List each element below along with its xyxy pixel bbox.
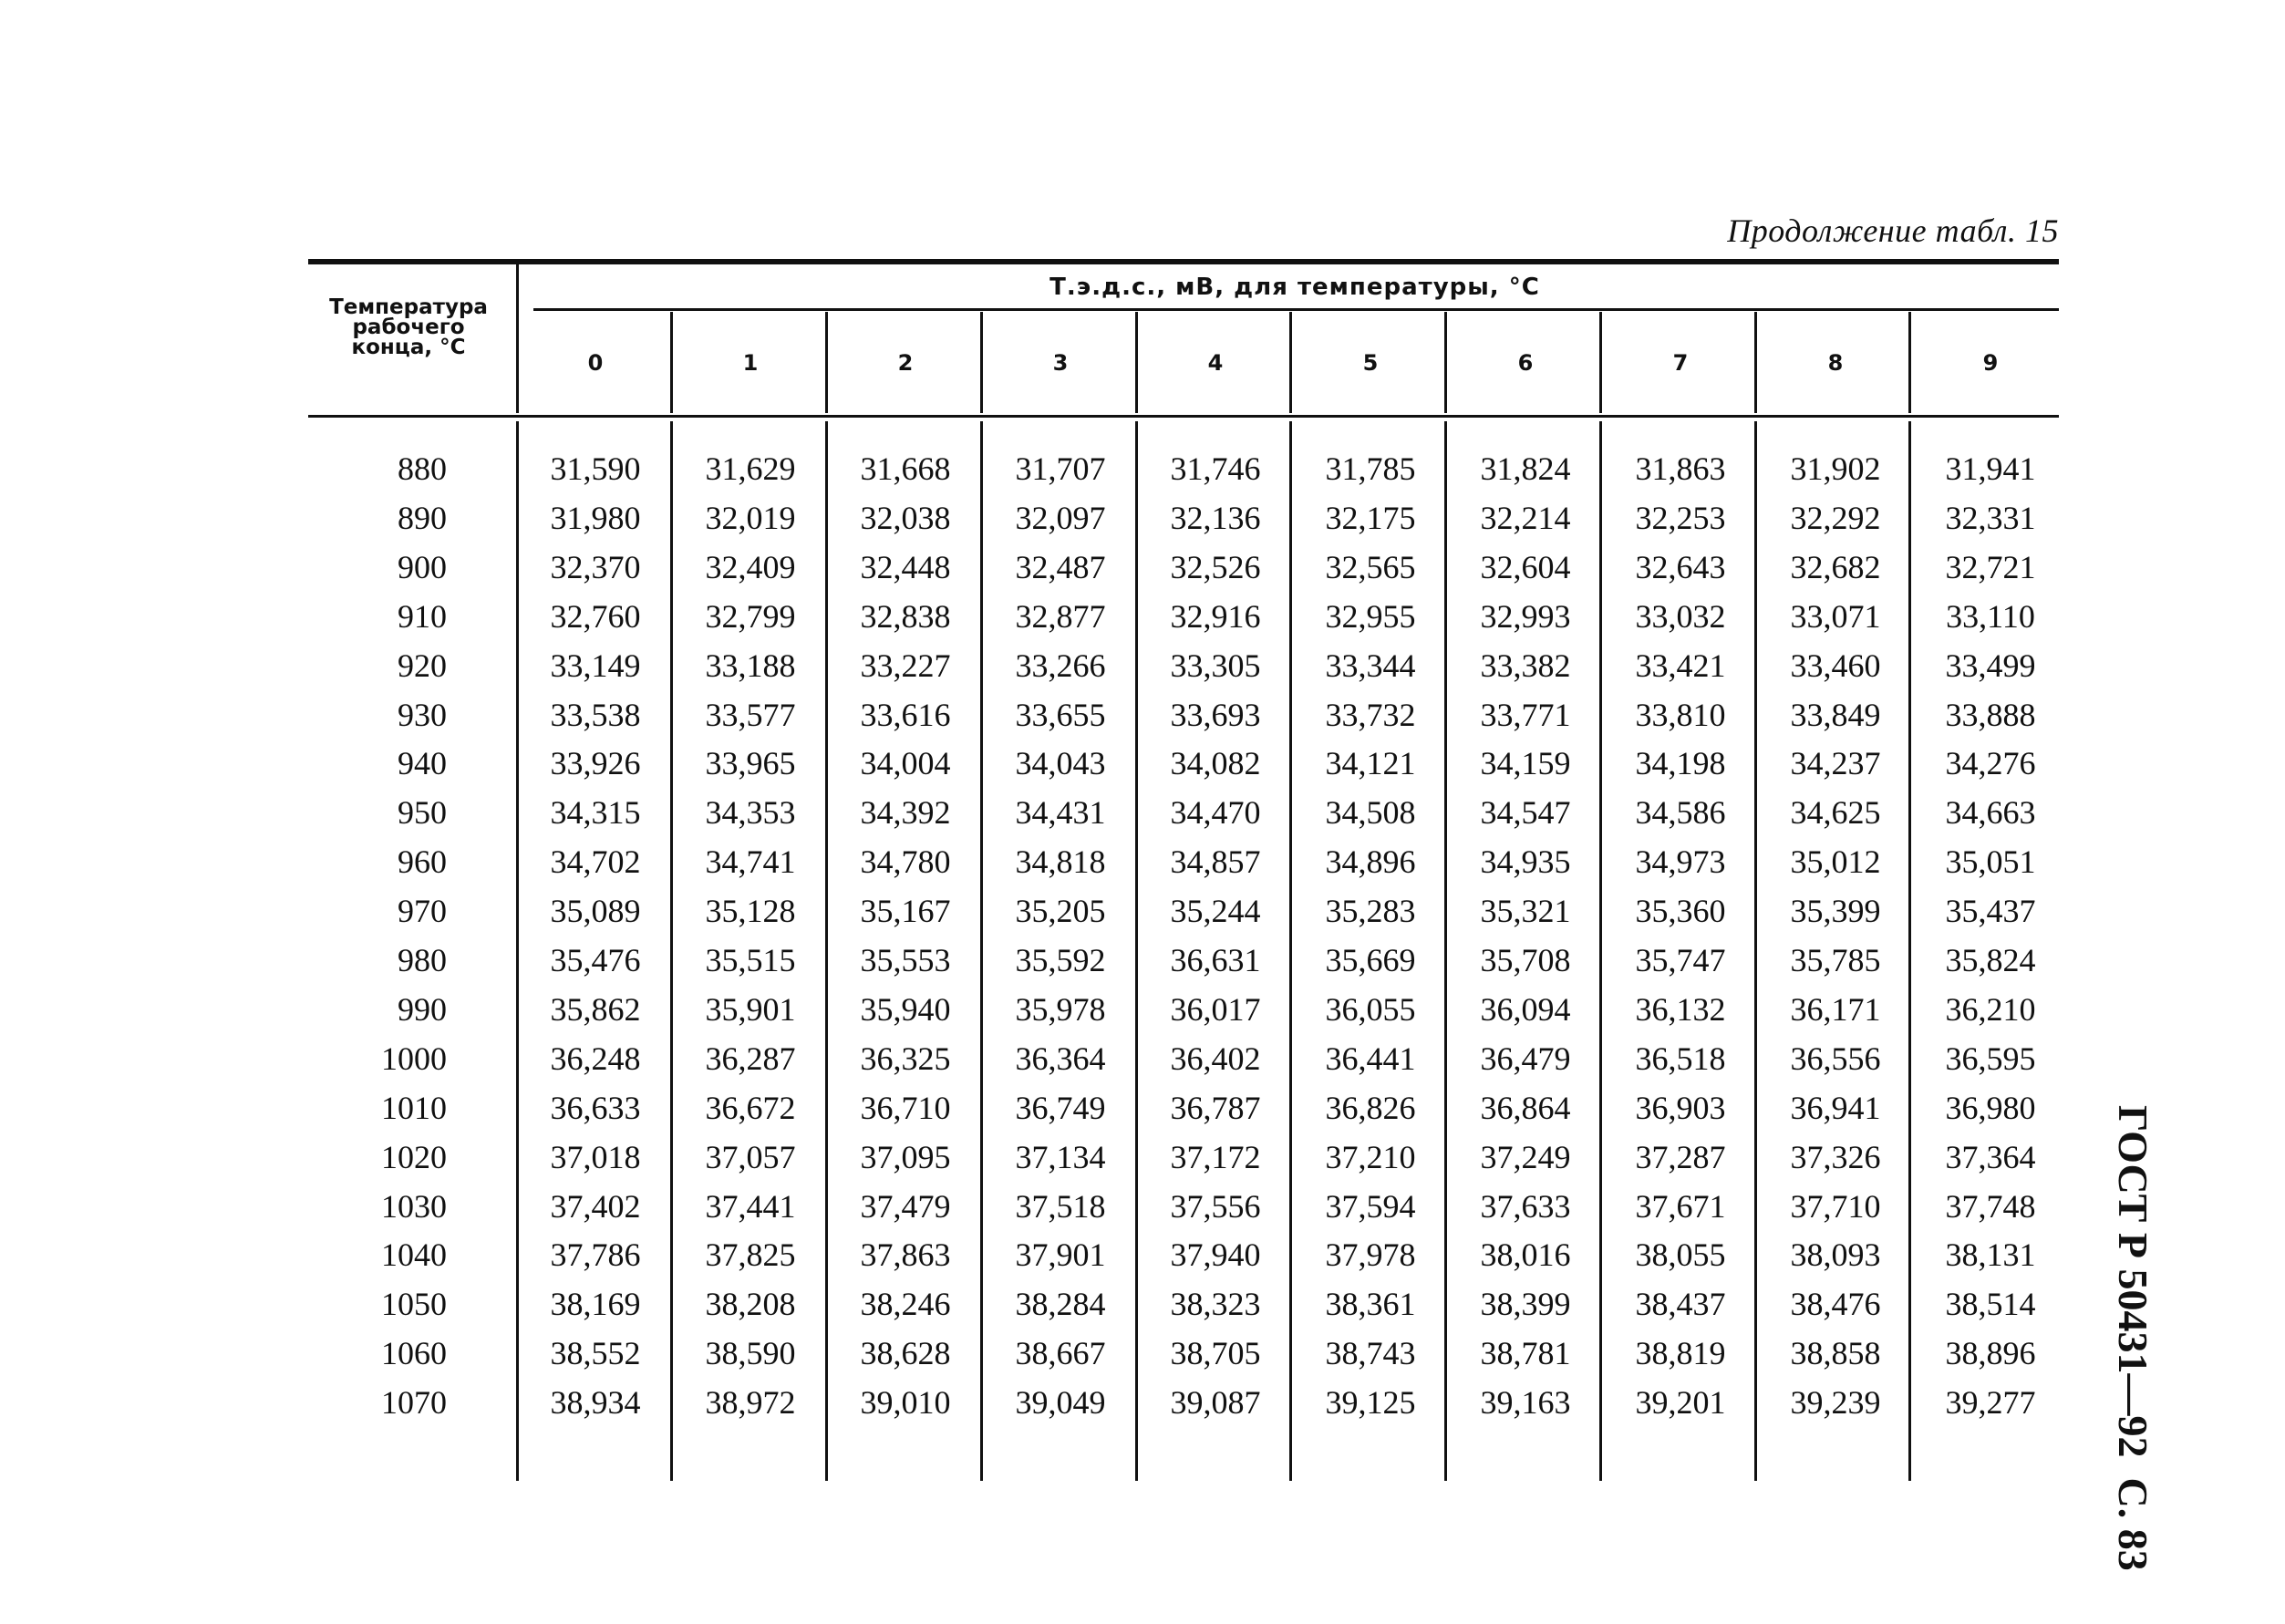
emf-span-header: Т.э.д.с., мВ, для температуры, °С <box>1049 274 1540 301</box>
header-column-rule <box>670 312 673 413</box>
table-cell: 34,315 <box>550 794 641 831</box>
stub-header-line: Температура <box>329 295 488 319</box>
table-cell: 33,421 <box>1635 647 1726 684</box>
header-column-rule <box>1444 312 1447 413</box>
table-cell: 33,110 <box>1946 598 2035 635</box>
table-cell: 38,781 <box>1480 1335 1571 1371</box>
table-cell: 36,864 <box>1480 1090 1571 1126</box>
table-cell: 36,171 <box>1790 991 1881 1028</box>
stub-header-line: конца, °С <box>351 336 466 359</box>
table-cell: 39,239 <box>1790 1384 1881 1421</box>
table-cell: 33,188 <box>705 647 796 684</box>
table-cell: 32,643 <box>1635 549 1726 585</box>
table-cell: 36,441 <box>1325 1040 1416 1077</box>
column-header-2: 2 <box>897 350 914 376</box>
table-cell: 32,993 <box>1480 598 1571 635</box>
table-cell: 36,017 <box>1170 991 1261 1028</box>
table-cell: 36,556 <box>1790 1040 1881 1077</box>
column-header-9: 9 <box>1982 350 1999 376</box>
table-cell: 39,163 <box>1480 1384 1571 1421</box>
table-cell: 37,441 <box>705 1188 796 1225</box>
table-row <box>0 837 2285 886</box>
table-cell: 38,667 <box>1015 1335 1106 1371</box>
table-cell: 32,136 <box>1170 500 1261 536</box>
table-row <box>0 1329 2285 1378</box>
table-row <box>0 886 2285 936</box>
table-cell: 38,896 <box>1945 1335 2036 1371</box>
table-cell: 36,055 <box>1325 991 1416 1028</box>
table-row <box>0 641 2285 690</box>
table-cell: 31,668 <box>860 450 951 487</box>
row-temperature: 880 <box>398 450 447 487</box>
table-cell: 36,903 <box>1635 1090 1726 1126</box>
table-cell: 33,810 <box>1635 697 1726 733</box>
table-cell: 32,448 <box>860 549 951 585</box>
table-cell: 35,012 <box>1790 843 1881 880</box>
table-cell: 35,862 <box>550 991 641 1028</box>
table-row <box>0 1279 2285 1329</box>
table-cell: 37,057 <box>705 1139 796 1175</box>
table-cell: 34,818 <box>1015 843 1106 880</box>
table-cell: 35,978 <box>1015 991 1106 1028</box>
table-cell: 36,595 <box>1945 1040 2036 1077</box>
column-header-3: 3 <box>1052 350 1069 376</box>
table-cell: 32,838 <box>860 598 951 635</box>
table-cell: 34,237 <box>1790 745 1881 781</box>
row-temperature: 1070 <box>381 1384 447 1421</box>
row-temperature: 970 <box>398 893 447 929</box>
header-bottom-rule <box>308 415 2059 418</box>
table-row <box>0 788 2285 837</box>
table-cell: 33,499 <box>1945 647 2036 684</box>
table-cell: 31,590 <box>550 450 641 487</box>
table-row <box>0 1133 2285 1182</box>
table-cell: 32,487 <box>1015 549 1106 585</box>
table-cell: 33,227 <box>860 647 951 684</box>
table-cell: 38,437 <box>1635 1286 1726 1322</box>
table-cell: 31,863 <box>1635 450 1726 487</box>
table-cell: 34,508 <box>1325 794 1416 831</box>
table-cell: 37,518 <box>1015 1188 1106 1225</box>
table-cell: 38,208 <box>705 1286 796 1322</box>
row-temperature: 1050 <box>381 1286 447 1322</box>
table-cell: 32,526 <box>1170 549 1261 585</box>
table-cell: 33,577 <box>705 697 796 733</box>
table-cell: 31,707 <box>1015 450 1106 487</box>
table-cell: 35,437 <box>1945 893 2036 929</box>
table-cell: 35,399 <box>1790 893 1881 929</box>
table-row <box>0 1034 2285 1083</box>
table-cell: 31,746 <box>1170 450 1261 487</box>
header-column-rule <box>1754 312 1757 413</box>
table-cell: 33,382 <box>1480 647 1571 684</box>
table-cell: 38,705 <box>1170 1335 1261 1371</box>
table-cell: 37,018 <box>550 1139 641 1175</box>
span-header-rule <box>533 308 2059 311</box>
table-cell: 34,392 <box>860 794 951 831</box>
table-row <box>0 543 2285 592</box>
header-column-rule <box>1289 312 1292 413</box>
table-cell: 33,655 <box>1015 697 1106 733</box>
table-cell: 37,594 <box>1325 1188 1416 1225</box>
table-cell: 35,476 <box>550 942 641 978</box>
table-cell: 37,479 <box>860 1188 951 1225</box>
table-cell: 36,132 <box>1635 991 1726 1028</box>
table-cell: 31,824 <box>1480 450 1571 487</box>
header-column-rule <box>1599 312 1602 413</box>
table-cell: 39,201 <box>1635 1384 1726 1421</box>
table-cell: 32,604 <box>1480 549 1571 585</box>
table-cell: 37,748 <box>1945 1188 2036 1225</box>
column-header-8: 8 <box>1827 350 1844 376</box>
table-cell: 34,896 <box>1325 843 1416 880</box>
row-temperature: 980 <box>398 942 447 978</box>
table-cell: 37,710 <box>1790 1188 1881 1225</box>
row-temperature: 990 <box>398 991 447 1028</box>
table-cell: 39,087 <box>1170 1384 1261 1421</box>
table-cell: 36,980 <box>1945 1090 2036 1126</box>
row-temperature: 920 <box>398 647 447 684</box>
table-cell: 32,682 <box>1790 549 1881 585</box>
table-cell: 37,786 <box>550 1236 641 1273</box>
table-cell: 32,370 <box>550 549 641 585</box>
table-cell: 34,702 <box>550 843 641 880</box>
table-cell: 35,515 <box>705 942 796 978</box>
table-cell: 35,669 <box>1325 942 1416 978</box>
row-temperature: 890 <box>398 500 447 536</box>
table-cell: 36,941 <box>1790 1090 1881 1126</box>
table-cell: 35,128 <box>705 893 796 929</box>
table-cell: 37,633 <box>1480 1188 1571 1225</box>
table-cell: 39,277 <box>1945 1384 2036 1421</box>
table-cell: 37,364 <box>1945 1139 2036 1175</box>
table-cell: 35,592 <box>1015 942 1106 978</box>
table-cell: 37,978 <box>1325 1236 1416 1273</box>
table-cell: 32,292 <box>1790 500 1881 536</box>
table-cell: 33,849 <box>1790 697 1881 733</box>
table-cell: 34,780 <box>860 843 951 880</box>
table-cell: 33,771 <box>1480 697 1571 733</box>
table-cell: 38,552 <box>550 1335 641 1371</box>
table-cell: 33,538 <box>550 697 641 733</box>
table-cell: 33,305 <box>1170 647 1261 684</box>
table-cell: 34,198 <box>1635 745 1726 781</box>
table-cell: 36,325 <box>860 1040 951 1077</box>
table-cell: 36,631 <box>1170 942 1261 978</box>
table-cell: 34,121 <box>1325 745 1416 781</box>
table-cell: 36,210 <box>1945 991 2036 1028</box>
table-cell: 36,479 <box>1480 1040 1571 1077</box>
table-cell: 36,749 <box>1015 1090 1106 1126</box>
table-cell: 38,169 <box>550 1286 641 1322</box>
row-temperature: 900 <box>398 549 447 585</box>
table-cell: 34,004 <box>860 745 951 781</box>
table-cell: 36,248 <box>550 1040 641 1077</box>
table-cell: 38,934 <box>550 1384 641 1421</box>
header-column-rule <box>1908 312 1911 413</box>
column-header-4: 4 <box>1207 350 1224 376</box>
stub-header-line: рабочего <box>352 315 465 339</box>
row-temperature: 1030 <box>381 1188 447 1225</box>
table-cell: 35,747 <box>1635 942 1726 978</box>
table-cell: 34,159 <box>1480 745 1571 781</box>
table-cell: 37,940 <box>1170 1236 1261 1273</box>
table-cell: 32,409 <box>705 549 796 585</box>
table-cell: 36,287 <box>705 1040 796 1077</box>
table-cell: 38,093 <box>1790 1236 1881 1273</box>
table-cell: 36,826 <box>1325 1090 1416 1126</box>
page-number: С. 83 <box>2110 1477 2156 1571</box>
table-cell: 34,935 <box>1480 843 1571 880</box>
table-cell: 32,019 <box>705 500 796 536</box>
row-temperature: 940 <box>398 745 447 781</box>
row-temperature: 1020 <box>381 1139 447 1175</box>
table-cell: 37,095 <box>860 1139 951 1175</box>
header-column-rule <box>1135 312 1138 413</box>
table-cell: 35,360 <box>1635 893 1726 929</box>
table-cell: 34,857 <box>1170 843 1261 880</box>
table-row <box>0 592 2285 641</box>
table-cell: 38,016 <box>1480 1236 1571 1273</box>
standard-code: ГОСТ Р 50431—92 <box>2110 1105 2156 1458</box>
table-cell: 35,785 <box>1790 942 1881 978</box>
table-row <box>0 936 2285 985</box>
table-cell: 33,693 <box>1170 697 1261 733</box>
row-temperature: 1060 <box>381 1335 447 1371</box>
table-cell: 35,321 <box>1480 893 1571 929</box>
table-cell: 32,214 <box>1480 500 1571 536</box>
row-temperature: 1040 <box>381 1236 447 1273</box>
table-row <box>0 1230 2285 1279</box>
table-cell: 33,460 <box>1790 647 1881 684</box>
table-cell: 32,916 <box>1170 598 1261 635</box>
row-temperature: 1000 <box>381 1040 447 1077</box>
table-cell: 33,032 <box>1635 598 1726 635</box>
table-cell: 36,094 <box>1480 991 1571 1028</box>
table-cell: 33,926 <box>550 745 641 781</box>
table-cell: 33,732 <box>1325 697 1416 733</box>
table-cell: 37,134 <box>1015 1139 1106 1175</box>
table-cell: 37,249 <box>1480 1139 1571 1175</box>
table-cell: 31,785 <box>1325 450 1416 487</box>
table-cell: 38,323 <box>1170 1286 1261 1322</box>
column-header-5: 5 <box>1362 350 1379 376</box>
table-cell: 34,741 <box>705 843 796 880</box>
table-cell: 36,672 <box>705 1090 796 1126</box>
table-cell: 38,055 <box>1635 1236 1726 1273</box>
table-cell: 36,402 <box>1170 1040 1261 1077</box>
table-cell: 37,172 <box>1170 1139 1261 1175</box>
header-column-rule <box>516 264 519 413</box>
table-cell: 32,565 <box>1325 549 1416 585</box>
table-cell: 38,399 <box>1480 1286 1571 1322</box>
table-cell: 37,326 <box>1790 1139 1881 1175</box>
table-cell: 35,205 <box>1015 893 1106 929</box>
table-cell: 32,097 <box>1015 500 1106 536</box>
table-cell: 34,043 <box>1015 745 1106 781</box>
table-cell: 34,431 <box>1015 794 1106 831</box>
table-cell: 33,266 <box>1015 647 1106 684</box>
table-cell: 35,244 <box>1170 893 1261 929</box>
table-cell: 32,760 <box>550 598 641 635</box>
table-cell: 36,710 <box>860 1090 951 1126</box>
table-cell: 37,901 <box>1015 1236 1106 1273</box>
table-cell: 39,010 <box>860 1384 951 1421</box>
header-column-rule <box>825 312 828 413</box>
table-cell: 32,038 <box>860 500 951 536</box>
column-header-7: 7 <box>1672 350 1689 376</box>
table-cell: 38,514 <box>1945 1286 2036 1322</box>
table-cell: 33,149 <box>550 647 641 684</box>
table-cell: 32,175 <box>1325 500 1416 536</box>
table-cell: 38,476 <box>1790 1286 1881 1322</box>
table-cell: 35,708 <box>1480 942 1571 978</box>
table-cell: 31,902 <box>1790 450 1881 487</box>
table-cell: 39,125 <box>1325 1384 1416 1421</box>
table-cell: 31,941 <box>1945 450 2036 487</box>
table-cell: 38,743 <box>1325 1335 1416 1371</box>
row-temperature: 950 <box>398 794 447 831</box>
table-cell: 32,799 <box>705 598 796 635</box>
table-row <box>0 739 2285 788</box>
column-header-1: 1 <box>742 350 759 376</box>
column-header-6: 6 <box>1517 350 1534 376</box>
column-header-0: 0 <box>587 350 604 376</box>
table-cell: 35,167 <box>860 893 951 929</box>
stub-header <box>308 297 509 357</box>
table-cell: 32,955 <box>1325 598 1416 635</box>
table-cell: 37,671 <box>1635 1188 1726 1225</box>
table-cell: 31,980 <box>550 500 641 536</box>
table-cell: 34,353 <box>705 794 796 831</box>
table-cell: 36,787 <box>1170 1090 1261 1126</box>
table-cell: 34,586 <box>1635 794 1726 831</box>
row-temperature: 1010 <box>381 1090 447 1126</box>
row-temperature: 930 <box>398 697 447 733</box>
table-cell: 33,071 <box>1790 598 1881 635</box>
table-cell: 33,616 <box>860 697 951 733</box>
table-cell: 37,210 <box>1325 1139 1416 1175</box>
table-cell: 37,825 <box>705 1236 796 1273</box>
table-cell: 37,287 <box>1635 1139 1726 1175</box>
table-cell: 36,518 <box>1635 1040 1726 1077</box>
table-cell: 34,663 <box>1945 794 2036 831</box>
table-cell: 35,940 <box>860 991 951 1028</box>
table-cell: 38,284 <box>1015 1286 1106 1322</box>
table-cell: 35,901 <box>705 991 796 1028</box>
table-cell: 31,629 <box>705 450 796 487</box>
table-cell: 36,633 <box>550 1090 641 1126</box>
table-cell: 38,361 <box>1325 1286 1416 1322</box>
table-cell: 37,863 <box>860 1236 951 1273</box>
table-cell: 37,402 <box>550 1188 641 1225</box>
table-cell: 32,253 <box>1635 500 1726 536</box>
table-cell: 34,470 <box>1170 794 1261 831</box>
table-cell: 35,824 <box>1945 942 2036 978</box>
table-row <box>0 690 2285 740</box>
table-row <box>0 1083 2285 1133</box>
row-temperature: 910 <box>398 598 447 635</box>
table-cell: 33,888 <box>1945 697 2036 733</box>
table-cell: 38,858 <box>1790 1335 1881 1371</box>
table-cell: 32,721 <box>1945 549 2036 585</box>
row-temperature: 960 <box>398 843 447 880</box>
table-cell: 38,628 <box>860 1335 951 1371</box>
table-cell: 35,283 <box>1325 893 1416 929</box>
table-cell: 38,246 <box>860 1286 951 1322</box>
table-cell: 35,553 <box>860 942 951 978</box>
table-cell: 32,331 <box>1945 500 2036 536</box>
header-column-rule <box>980 312 983 413</box>
table-cell: 34,547 <box>1480 794 1571 831</box>
table-cell: 34,082 <box>1170 745 1261 781</box>
table-row <box>0 985 2285 1034</box>
table-cell: 33,965 <box>705 745 796 781</box>
table-cell: 38,819 <box>1635 1335 1726 1371</box>
table-cell: 39,049 <box>1015 1384 1106 1421</box>
table-cell: 37,556 <box>1170 1188 1261 1225</box>
table-row <box>0 1378 2285 1427</box>
table-row <box>0 493 2285 543</box>
table-cell: 34,276 <box>1945 745 2036 781</box>
table-cell: 33,344 <box>1325 647 1416 684</box>
table-cell: 36,364 <box>1015 1040 1106 1077</box>
table-caption: Продолжение табл. 15 <box>1727 212 2059 249</box>
table-row <box>0 1182 2285 1231</box>
table-cell: 38,972 <box>705 1384 796 1421</box>
table-row <box>0 444 2285 493</box>
table-cell: 38,131 <box>1945 1236 2036 1273</box>
table-cell: 34,973 <box>1635 843 1726 880</box>
table-cell: 38,590 <box>705 1335 796 1371</box>
table-cell: 35,051 <box>1945 843 2036 880</box>
table-top-rule <box>308 259 2059 264</box>
table-cell: 34,625 <box>1790 794 1881 831</box>
table-cell: 35,089 <box>550 893 641 929</box>
table-cell: 32,877 <box>1015 598 1106 635</box>
